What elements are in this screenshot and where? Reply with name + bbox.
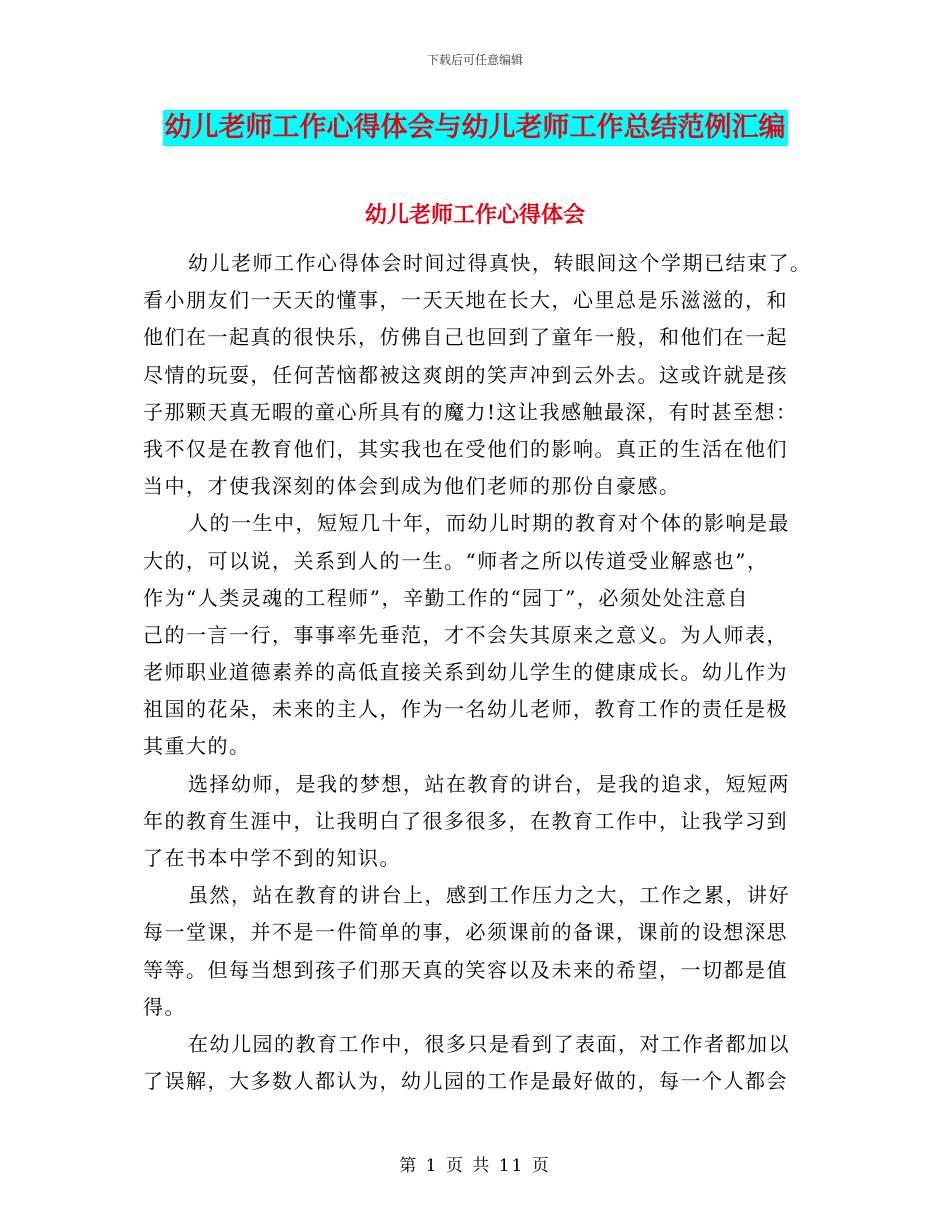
body-line: 虽然，站在教育的讲台上，感到工作压力之大，工作之累，讲好 (188, 883, 790, 908)
body-line: 他们在一起真的很快乐，仿佛自己也回到了童年一般，和他们在一起 (143, 325, 788, 350)
body-line: 大的，可以说，关系到人的一生。“师者之所以传道受业解惑也”， (143, 548, 769, 573)
body-line: 年的教育生涯中，让我明白了很多很多，在教育工作中，让我学习到 (143, 808, 788, 833)
body-line: 得。 (143, 994, 186, 1019)
body-line: 尽情的玩耍，任何苦恼都被这爽朗的笑声冲到云外去。这或许就是孩 (143, 362, 788, 387)
body-line: 作为“人类灵魂的工程师”，辛勤工作的“园丁”，必须处处注意自 (143, 585, 749, 610)
body-line: 人的一生中，短短几十年，而幼儿时期的教育对个体的影响是最 (188, 511, 790, 536)
body-line: 选择幼师，是我的梦想，站在教育的讲台，是我的追求，短短两 (188, 771, 790, 796)
body-line: 幼儿老师工作心得体会时间过得真快，转眼间这个学期已结束了。 (188, 251, 812, 275)
document-title: 幼儿老师工作心得体会与幼儿老师工作总结范例汇编 (163, 110, 788, 146)
body-line: 当中，才使我深刻的体会到成为他们老师的那份自豪感。 (143, 474, 681, 499)
body-line: 每一堂课，并不是一件简单的事，必须课前的备课，课前的设想深思 (143, 920, 788, 945)
document-title-container (0, 110, 950, 146)
body-line: 我不仅是在教育他们，其实我也在受他们的影响。真正的生活在他们 (143, 436, 788, 461)
body-line: 看小朋友们一天天的懂事，一天天地在长大，心里总是乐滋滋的，和 (143, 288, 788, 313)
body-line: 在幼儿园的教育工作中，很多只是看到了表面，对工作者都加以 (188, 1031, 790, 1056)
body-line: 其重大的。 (143, 734, 251, 759)
body-text (143, 245, 813, 1100)
body-line: 祖国的花朵，未来的主人，作为一名幼儿老师，教育工作的责任是极 (143, 697, 788, 722)
body-line: 了在书本中学不到的知识。 (143, 846, 401, 870)
page-header-note: 下载后可任意编辑 (426, 53, 523, 67)
page-number: 第 1 页 共 11 页 (399, 1156, 551, 1176)
body-line: 等等。但每当想到孩子们那天真的笑容以及未来的希望，一切都是值 (143, 957, 788, 982)
section-title: 幼儿老师工作心得体会 (364, 203, 585, 228)
body-line: 子那颗天真无暇的童心所具有的魔力!这让我感触最深，有时甚至想： (143, 399, 798, 424)
body-line: 了误解，大多数人都认为，幼儿园的工作是最好做的，每一个人都会 (143, 1069, 788, 1094)
body-line: 己的一言一行，事事率先垂范，才不会失其原来之意义。为人师表， (143, 622, 788, 647)
body-line: 老师职业道德素养的高低直接关系到幼儿学生的健康成长。幼儿作为 (143, 660, 788, 685)
